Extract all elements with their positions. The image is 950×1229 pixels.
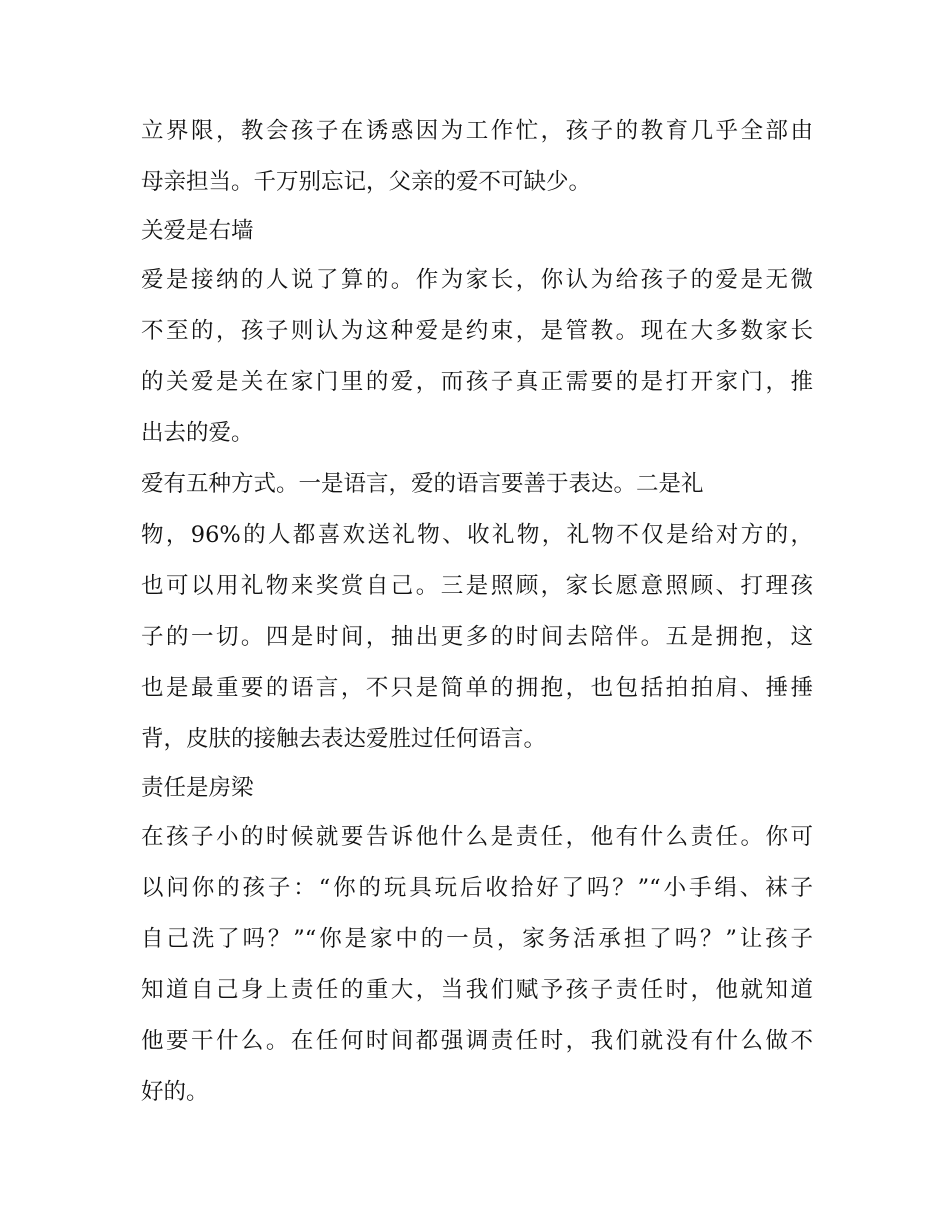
paragraph-line: 知道自己身上责任的重大，当我们赋予孩子责任时，他就知道 [141,977,813,1003]
paragraph-line: 子的一切。四是时间，抽出更多的时间去陪伴。五是拥抱，这 [141,624,813,650]
paragraph-line: 母亲担当。千万别忘记，父亲的爱不可缺少。 [141,169,592,195]
paragraph-line: 爱是接纳的人说了算的。作为家长，你认为给孩子的爱是无微 [141,267,813,293]
paragraph-line: 不至的，孩子则认为这种爱是约束，是管教。现在大多数家长 [141,318,813,344]
paragraph-line: 自己洗了吗？”“你是家中的一员，家务活承担了吗？”让孩子 [141,926,813,952]
paragraph-line: 也是最重要的语言，不只是简单的拥抱，也包括拍拍肩、捶捶 [141,675,813,701]
paragraph-line: 物，96%的人都喜欢送礼物、收礼物，礼物不仅是给对方的， [141,522,813,548]
paragraph-line: 好的。 [141,1079,209,1105]
paragraph-line: 背，皮肤的接触去表达爱胜过任何语言。 [141,726,547,752]
paragraph-line: 的关爱是关在家门里的爱，而孩子真正需要的是打开家门，推 [141,369,813,395]
paragraph-line: 爱有五种方式。一是语言，爱的语言要善于表达。二是礼 [141,471,704,497]
paragraph-line: 出去的爱。 [141,420,254,446]
paragraph-line: 也可以用礼物来奖赏自己。三是照顾，家长愿意照顾、打理孩 [141,573,813,599]
document-body [141,106,813,1118]
section-heading: 关爱是右墙 [141,218,254,244]
paragraph-line: 他要干什么。在任何时间都强调责任时，我们就没有什么做不 [141,1028,813,1054]
paragraph-line: 立界限，教会孩子在诱惑因为工作忙，孩子的教育几乎全部由 [141,118,813,144]
paragraph-line: 以问你的孩子：“你的玩具玩后收拾好了吗？”“小手绢、袜子 [141,875,813,901]
section-heading: 责任是房梁 [141,775,254,801]
paragraph-line: 在孩子小的时候就要告诉他什么是责任，他有什么责任。你可 [141,824,813,850]
